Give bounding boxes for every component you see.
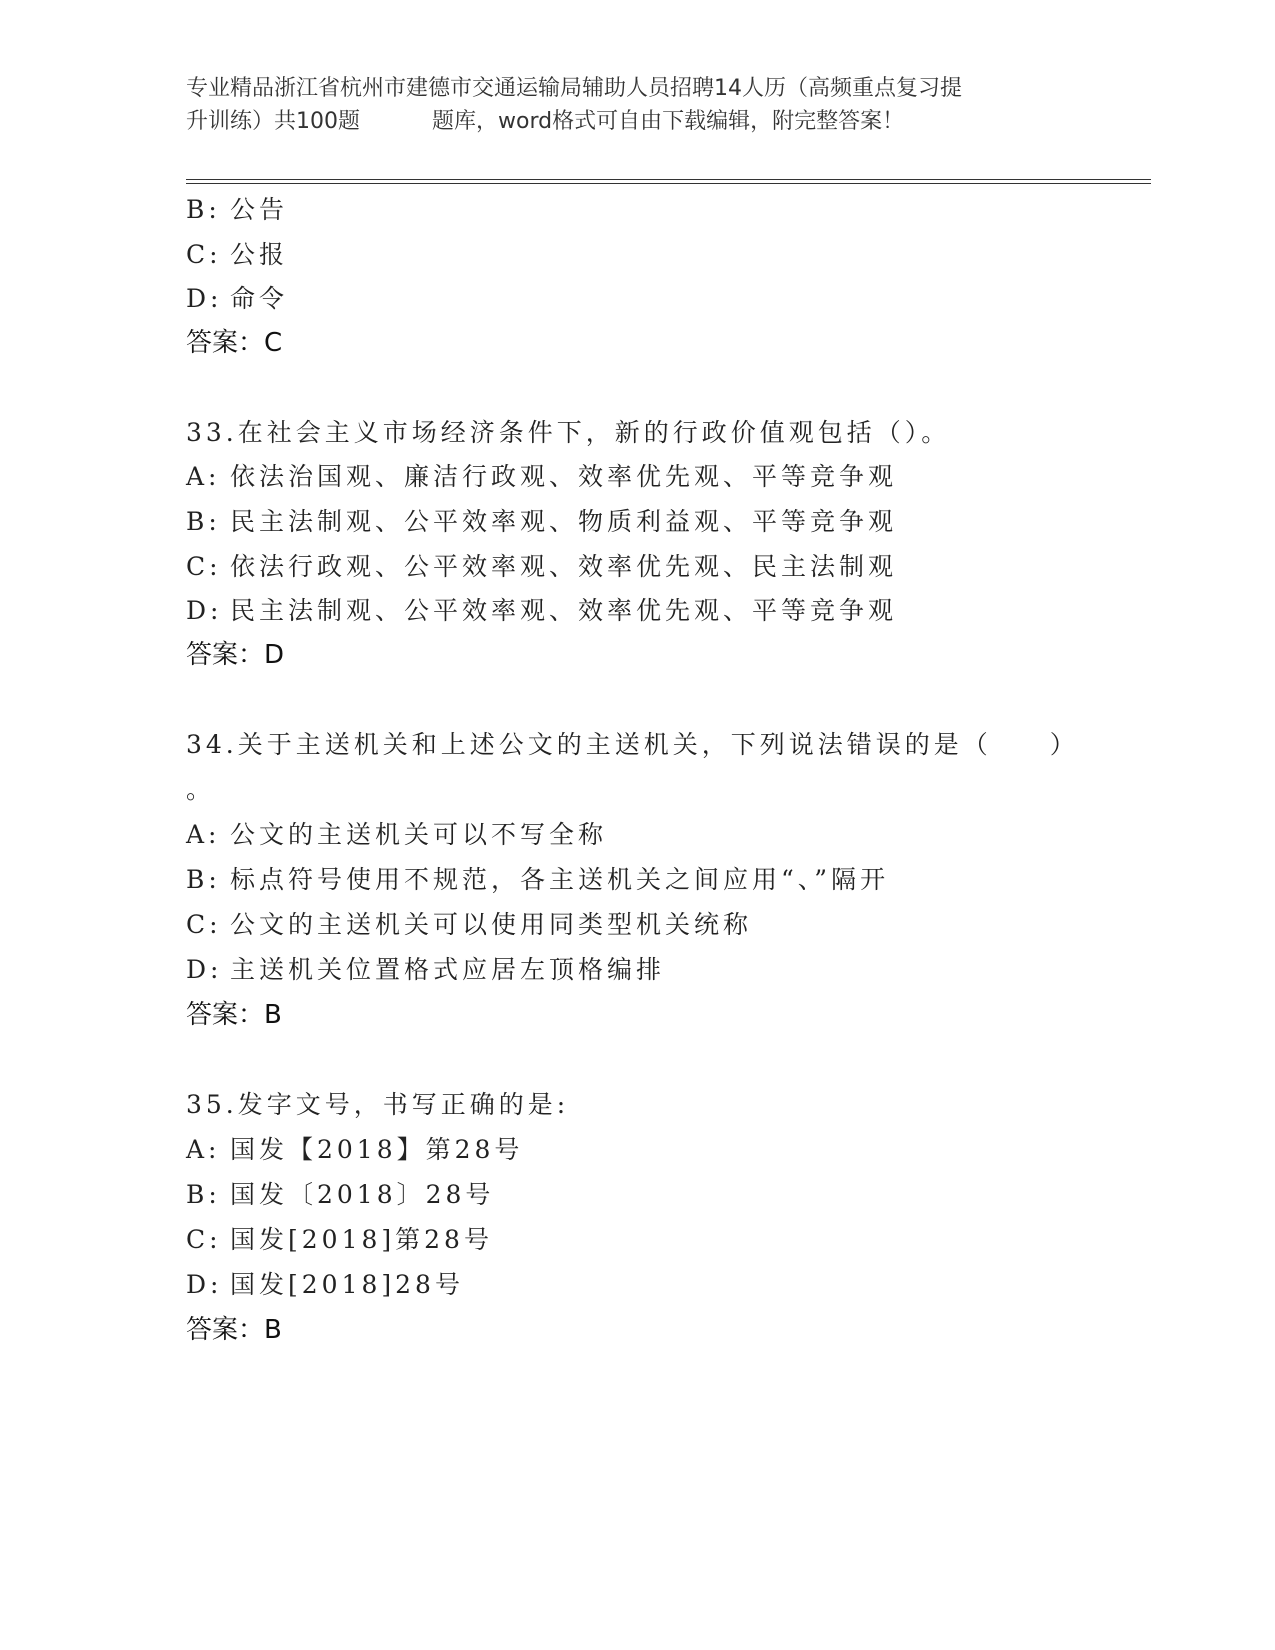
option-text: 国发[2018]第28号 bbox=[230, 1225, 493, 1254]
q35-stem: 35.发字文号，书写正确的是: bbox=[186, 1090, 570, 1119]
option-label: C: bbox=[186, 1225, 222, 1254]
option-text: 国发[2018]28号 bbox=[230, 1270, 464, 1299]
header-line-2-part-2: 题库，word格式可自由下载编辑，附完整答案！ bbox=[432, 109, 905, 134]
option-label: D: bbox=[186, 955, 223, 984]
header-divider-top bbox=[186, 179, 1151, 180]
option-text: 公告 bbox=[230, 195, 289, 224]
q33-option-a bbox=[186, 462, 897, 492]
q34-stem-continued: 。 bbox=[186, 775, 216, 804]
option-text: 公文的主送机关可以不写全称 bbox=[230, 820, 608, 849]
header-line-1: 专业精品浙江省杭州市建德市交通运输局辅助人员招聘14人历（高频重点复习提 bbox=[186, 76, 962, 101]
option-text: 民主法制观、公平效率观、效率优先观、平等竞争观 bbox=[230, 596, 898, 625]
q33-answer: 答案：D bbox=[186, 640, 285, 670]
option-label: B: bbox=[186, 507, 221, 536]
option-text: 依法行政观、公平效率观、效率优先观、民主法制观 bbox=[230, 552, 898, 581]
q32-option-d bbox=[186, 284, 288, 314]
q33-option-b bbox=[186, 507, 897, 537]
option-text: 主送机关位置格式应居左顶格编排 bbox=[230, 955, 666, 984]
q34-option-c bbox=[186, 910, 752, 940]
q34-option-b bbox=[186, 865, 889, 895]
q33-option-d bbox=[186, 596, 897, 626]
option-text: 依法治国观、廉洁行政观、效率优先观、平等竞争观 bbox=[230, 462, 898, 491]
option-text: 民主法制观、公平效率观、物质利益观、平等竞争观 bbox=[230, 507, 898, 536]
option-label: D: bbox=[186, 596, 223, 625]
option-label: A: bbox=[186, 1135, 221, 1164]
q32-answer: 答案：C bbox=[186, 328, 283, 358]
option-label: D: bbox=[186, 284, 223, 313]
q33-stem: 33.在社会主义市场经济条件下，新的行政价值观包括（）。 bbox=[186, 418, 951, 447]
q34-answer: 答案：B bbox=[186, 1000, 282, 1030]
q35-option-a bbox=[186, 1135, 523, 1165]
q32-option-b bbox=[186, 195, 288, 225]
option-label: C: bbox=[186, 552, 222, 581]
q34-option-a bbox=[186, 820, 607, 850]
option-label: B: bbox=[186, 1180, 221, 1209]
q34-option-d bbox=[186, 955, 665, 985]
option-label: A: bbox=[186, 820, 221, 849]
header-line-2 bbox=[186, 105, 1086, 138]
option-label: B: bbox=[186, 865, 221, 894]
option-text: 公报 bbox=[230, 240, 289, 269]
option-label: B: bbox=[186, 195, 221, 224]
q35-option-c bbox=[186, 1225, 493, 1255]
option-text: 国发〔2018〕28号 bbox=[230, 1180, 495, 1209]
q35-option-b bbox=[186, 1180, 494, 1210]
option-label: D: bbox=[186, 1270, 223, 1299]
document-header bbox=[186, 72, 1086, 138]
header-line-2-part-1: 升训练）共100题 bbox=[186, 109, 360, 134]
option-label: A: bbox=[186, 462, 221, 491]
option-label: C: bbox=[186, 910, 222, 939]
header-divider-bottom bbox=[186, 183, 1151, 184]
q35-answer: 答案：B bbox=[186, 1315, 282, 1345]
option-label: C: bbox=[186, 240, 222, 269]
option-text: 标点符号使用不规范，各主送机关之间应用“、”隔开 bbox=[230, 865, 890, 894]
q32-option-c bbox=[186, 240, 288, 270]
q34-stem: 34.关于主送机关和上述公文的主送机关，下列说法错误的是（ ） bbox=[186, 730, 1079, 759]
option-text: 国发【2018】第28号 bbox=[230, 1135, 524, 1164]
q33-option-c bbox=[186, 552, 897, 582]
option-text: 公文的主送机关可以使用同类型机关统称 bbox=[230, 910, 753, 939]
q35-option-d bbox=[186, 1270, 464, 1300]
option-text: 命令 bbox=[230, 284, 289, 313]
